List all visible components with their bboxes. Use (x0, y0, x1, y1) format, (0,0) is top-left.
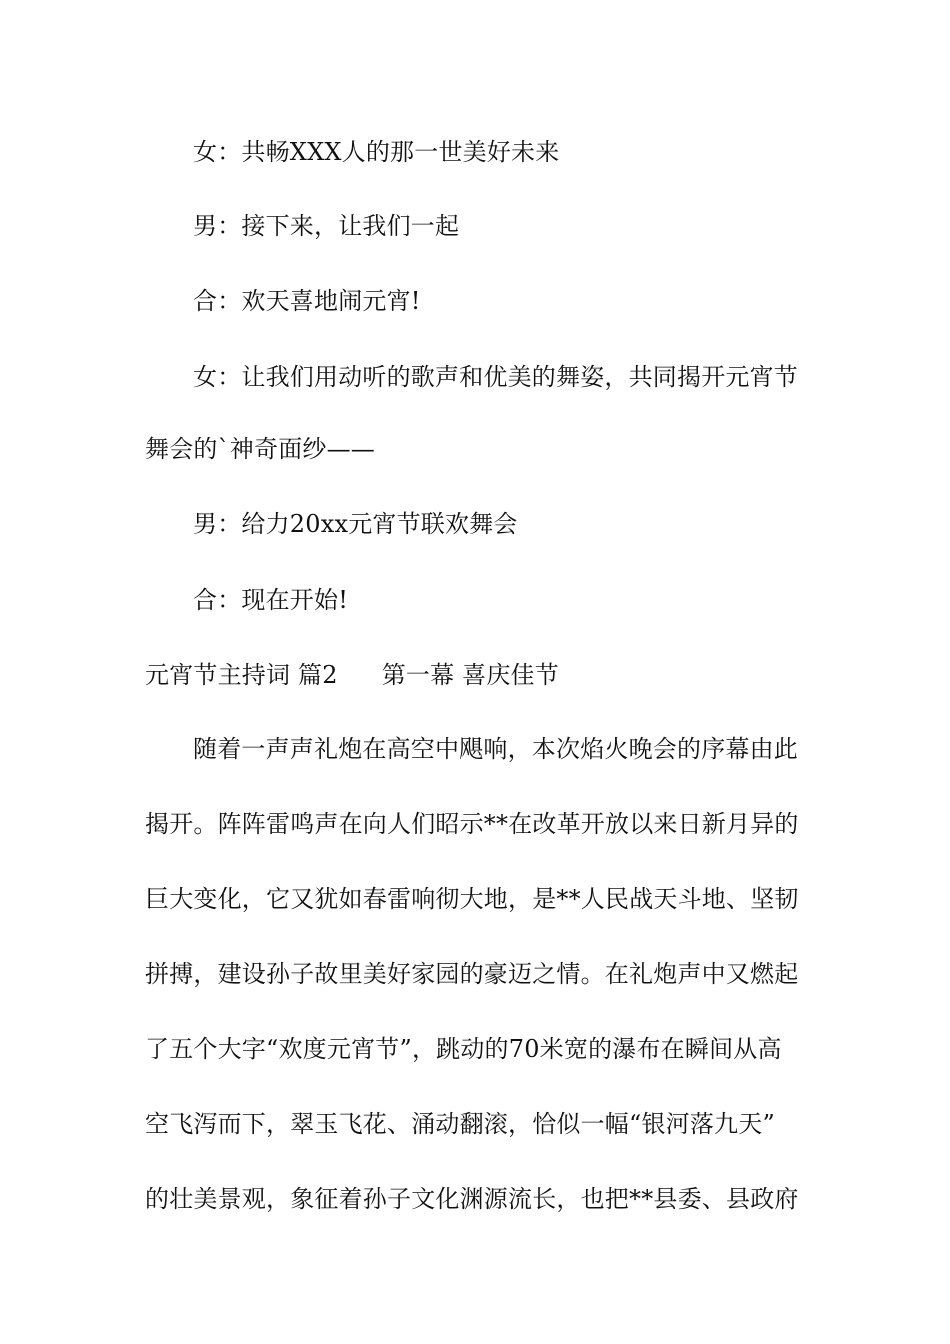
paragraph-line-4: 拼搏，建设孙子故里美好家园的豪迈之情。在礼炮声中又燃起 (145, 960, 799, 988)
dialogue-line-4: 女：让我们用动听的歌声和优美的舞姿，共同揭开元宵节 (193, 363, 798, 391)
section-subtitle: 第一幕 喜庆佳节 (381, 661, 559, 689)
dialogue-line-5: 男：给力20xx元宵节联欢舞会 (193, 510, 518, 538)
paragraph-line-3: 巨大变化，它又犹如春雷响彻大地，是**人民战天斗地、坚韧 (145, 885, 799, 913)
dialogue-line-2: 男：接下来，让我们一起 (193, 212, 460, 240)
dialogue-line-3: 合：欢天喜地闹元宵! (193, 287, 421, 315)
dialogue-line-4-continued: 舞会的`神奇面纱—— (145, 435, 375, 463)
paragraph-line-6: 空飞泻而下，翠玉飞花、涌动翻滚，恰似一幅“银河落九天” (145, 1110, 775, 1138)
paragraph-line-7: 的壮美景观，象征着孙子文化渊源流长，也把**县委、县政府 (145, 1185, 799, 1213)
dialogue-line-1: 女：共畅XXX人的那一世美好未来 (193, 138, 560, 166)
paragraph-line-1: 随着一声声礼炮在高空中飓响，本次焰火晚会的序幕由此 (193, 735, 798, 763)
dialogue-line-6: 合：现在开始! (193, 586, 349, 614)
section-title: 元宵节主持词 篇2 (145, 661, 338, 689)
section-heading (145, 659, 810, 691)
paragraph-line-2: 揭开。阵阵雷鸣声在向人们昭示**在改革开放以来日新月异的 (145, 810, 799, 838)
paragraph-line-5: 了五个大字“欢度元宵节”，跳动的70米宽的瀑布在瞬间从高 (145, 1035, 782, 1063)
